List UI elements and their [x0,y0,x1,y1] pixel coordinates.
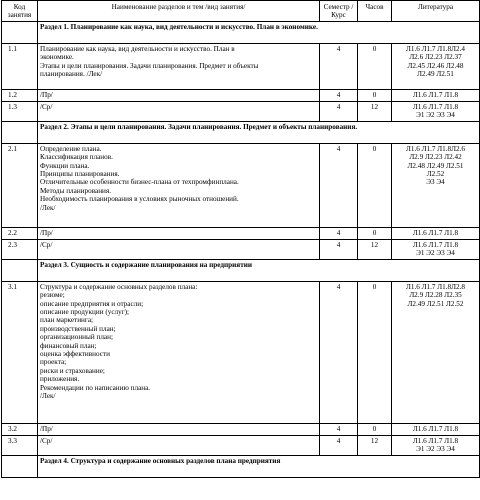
header-literature: Литература [392,1,480,22]
topic-cell [38,423,320,435]
semester-cell: 4 [320,101,358,121]
topic-line: Классификация планов. [40,153,113,162]
table-row [2,281,480,423]
code-cell [2,21,38,43]
header-code: Код занятия [2,1,38,22]
curriculum-table [1,0,480,478]
topic-line: приложения. [40,375,80,384]
topic-line: организационный план; [40,333,113,342]
code-cell: 1.3 [2,101,38,121]
section-title: Раздел 1. Планирование как наука, вид деятельности и искусство. План в экономике. [38,21,480,43]
topic-cell [38,43,320,89]
topic-line: Функции плана. [40,161,90,170]
hours-cell: 0 [358,89,392,101]
literature-line: Л2.48 Л2.49 Л2.51 [407,161,464,170]
literature-cell [392,89,480,101]
literature-cell [392,43,480,89]
semester-cell: 4 [320,227,358,239]
topic-line: Планирование как наука, вид деятельности и искусство. План в [40,44,235,53]
table-row [2,101,480,121]
topic-line: Определение плана. [40,144,102,153]
header-hours: Часов [358,1,392,22]
topic-line: Методы планирования. [40,186,111,195]
literature-line: Л2.9 Л2.23 Л2.42 [409,153,462,162]
literature-line: Э1 Э2 Э3 Э4 [416,445,455,454]
hours-cell: 0 [358,281,392,423]
literature-line: Л1.6 Л1.7 Л1.8 [412,228,459,237]
topic-line: Отличительные особенности бизнес-плана от техпромфинплана. [40,178,239,187]
code-cell [2,259,38,281]
topic-line: оценка эффективности [40,350,110,359]
table-row [2,435,480,455]
semester-cell: 4 [320,143,358,227]
table-row [2,143,480,227]
literature-line: Л2.49 Л2.51 Л2.52 [407,299,464,308]
topic-line: /Лек/ [40,392,56,401]
table-row [2,89,480,101]
code-cell: 2.3 [2,239,38,259]
code-cell: 2.2 [2,227,38,239]
section-row [2,121,480,143]
header-name: Наименование разделов и тем /вид занятия/ [38,1,320,22]
table-row [2,423,480,435]
header-row [2,1,480,22]
literature-line: Л1.6 Л1.7 Л1.8Л2.6 [405,144,466,153]
section-title: Раздел 3. Сущность и содержание планирования на предприятии [38,259,480,281]
semester-cell: 4 [320,435,358,455]
topic-line: экономике. [40,53,74,62]
section-title: Раздел 4. Структура и содержание основных разделов плана предприятия [38,455,480,477]
hours-cell: 12 [358,239,392,259]
topic-line: резюме; [40,291,65,300]
literature-line: Л1.6 Л1.7 Л1.8Л2.4 [405,44,466,53]
literature-line: Л2.6 Л2.23 Л2.37 [409,53,462,62]
topic-line: /Лек/ [40,203,56,212]
table-row [2,227,480,239]
topic-cell [38,281,320,423]
literature-line: Л1.6 Л1.7 Л1.8 [412,424,459,433]
semester-cell: 4 [320,423,358,435]
semester-cell: 4 [320,239,358,259]
topic-line: производственный план; [40,324,116,333]
literature-cell [392,435,480,455]
code-cell: 3.2 [2,423,38,435]
topic-line: Рекомендации по написанию плана. [40,383,151,392]
section-row [2,455,480,477]
topic-cell [38,101,320,121]
topic-line: /Пр/ [40,90,53,99]
table-row [2,43,480,89]
literature-line: Л2.9 Л2.28 Л2.35 [409,291,462,300]
code-cell: 3.1 [2,281,38,423]
topic-line: Принципы планирования. [40,170,120,179]
literature-line: Л1.6 Л1.7 Л1.8 [412,90,459,99]
hours-cell: 12 [358,101,392,121]
topic-line: риски и страхование; [40,366,105,375]
literature-cell [392,423,480,435]
topic-line: /Пр/ [40,424,53,433]
literature-line: Л1.6 Л1.7 Л1.8 [412,240,459,249]
hours-cell: 12 [358,435,392,455]
literature-cell [392,143,480,227]
topic-line: /Пр/ [40,228,53,237]
literature-line: Л2.49 Л2.51 [417,70,454,79]
topic-cell [38,435,320,455]
topic-cell [38,239,320,259]
code-cell: 1.1 [2,43,38,89]
literature-cell [392,281,480,423]
literature-cell [392,227,480,239]
literature-line: Л1.6 Л1.7 Л1.8Л2.8 [405,282,466,291]
literature-line: Э3 Э4 [426,178,445,187]
section-row [2,259,480,281]
hours-cell: 0 [358,143,392,227]
topic-cell [38,227,320,239]
literature-line: Э1 Э2 Э3 Э4 [416,111,455,120]
topic-line: /Ср/ [40,240,53,249]
hours-cell: 0 [358,43,392,89]
literature-line: Л1.6 Л1.7 Л1.8 [412,436,459,445]
code-cell [2,121,38,143]
section-row [2,21,480,43]
topic-line: планирования. /Лек/ [40,70,103,79]
hours-cell: 0 [358,423,392,435]
semester-cell: 4 [320,43,358,89]
topic-line: описание предприятия и отрасли; [40,299,144,308]
header-semester: Семестр / Курс [320,1,358,22]
topic-line: финансовый план; [40,341,97,350]
section-title: Раздел 2. Этапы и цели планирования. Задачи планирования. Предмет и объекты планирования. [38,121,480,143]
topic-line: Этапы и цели планирования. Задачи планирования. Предмет и объекты [40,61,259,70]
code-cell: 3.3 [2,435,38,455]
hours-cell: 0 [358,227,392,239]
literature-line: Л1.6 Л1.7 Л1.8 [412,102,459,111]
code-cell [2,455,38,477]
topic-line: план маркетинга; [40,316,94,325]
topic-line: /Ср/ [40,102,53,111]
literature-cell [392,239,480,259]
literature-line: Э1 Э2 Э3 Э4 [416,249,455,258]
literature-line: Л2.52 [426,170,445,179]
topic-line: проекта; [40,358,67,367]
topic-cell [38,89,320,101]
literature-cell [392,101,480,121]
topic-cell [38,143,320,227]
code-cell: 1.2 [2,89,38,101]
code-cell: 2.1 [2,143,38,227]
topic-line: Структура и содержание основных разделов плана: [40,282,198,291]
semester-cell: 4 [320,281,358,423]
topic-line: Необходимость планирования в условиях рыночных отношений. [40,195,239,204]
topic-line: описание продукции (услуг); [40,308,130,317]
table-row [2,239,480,259]
topic-line: /Ср/ [40,436,53,445]
literature-line: Л2.45 Л2.46 Л2.48 [407,61,464,70]
semester-cell: 4 [320,89,358,101]
